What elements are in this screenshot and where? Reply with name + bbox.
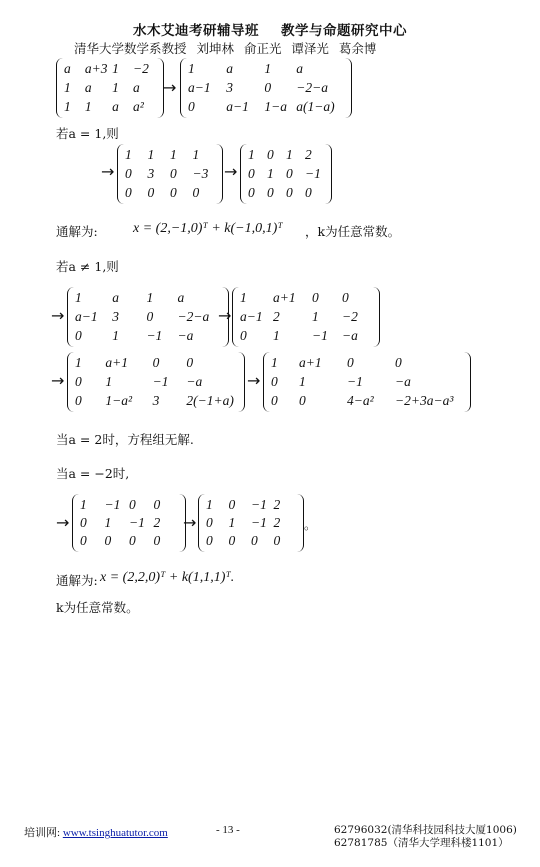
matrix-cell: 0	[152, 355, 160, 371]
matrix-cell: 3	[112, 308, 120, 324]
matrix-cell: 0	[347, 355, 354, 371]
matrix-cell: a	[112, 98, 119, 114]
matrix-cell: 0	[264, 79, 272, 95]
matrix	[117, 144, 223, 204]
matrix-cell: 2	[153, 515, 161, 530]
solution-formula: x = (2,−1,0)ᵀ + k(−1,0,1)ᵀ	[133, 221, 283, 236]
matrix-cell: 2	[273, 308, 280, 324]
matrix-cell: a(1−a)	[296, 98, 335, 114]
solution-label: 通解为:	[56, 573, 98, 588]
matrix-cell: 0	[267, 184, 274, 200]
matrix-cell: 2	[273, 497, 281, 512]
matrix-cell: 0	[395, 355, 402, 371]
matrix-grid	[247, 144, 325, 204]
bracket-right	[238, 352, 245, 412]
arrow-symbol: →	[101, 162, 115, 181]
matrix-grid	[239, 287, 373, 347]
matrix-cell: 1	[192, 147, 200, 163]
matrix-cell: 0	[104, 533, 112, 548]
matrix-grid	[63, 58, 157, 118]
matrix-cell: a	[296, 61, 303, 77]
matrix-cell: a	[177, 290, 185, 306]
matrix-cell: 1	[112, 327, 120, 343]
matrix-cell: −1	[347, 373, 363, 389]
matrix-cell: 1	[264, 61, 272, 77]
matrix-cell: a	[226, 61, 233, 77]
matrix-cell: a	[84, 79, 92, 95]
matrix-cell: 2	[273, 515, 281, 530]
matrix	[263, 352, 471, 412]
matrix-cell: 0	[192, 184, 200, 200]
solution-label: 通解为:	[56, 224, 98, 239]
matrix-cell: 0	[286, 165, 293, 181]
matrix	[67, 287, 232, 347]
matrix-cell: 0	[273, 533, 281, 548]
header-org: 水木艾迪考研辅导班	[133, 23, 259, 39]
matrix-cell: 3	[147, 165, 155, 181]
arrow-symbol: →	[163, 78, 177, 97]
matrix-cell: −2−a	[296, 79, 328, 95]
matrix-cell: 1	[112, 79, 119, 95]
matrix	[232, 287, 380, 347]
matrix-cell: 0	[251, 533, 258, 548]
matrix-grid	[74, 352, 238, 412]
matrix	[56, 58, 164, 118]
solution-formula: x = (2,2,0)ᵀ + k(1,1,1)ᵀ.	[100, 570, 235, 585]
arrow-symbol: →	[247, 371, 261, 390]
arrow-symbol: →	[183, 513, 197, 532]
arrow-symbol: →	[224, 162, 238, 181]
matrix-cell: 0	[299, 392, 306, 408]
matrix-cell: a	[132, 79, 140, 95]
arrow-symbol: →	[51, 306, 65, 325]
matrix-cell: 2	[305, 147, 312, 163]
matrix-cell: 0	[206, 533, 213, 548]
matrix-cell: −2−a	[177, 308, 210, 324]
matrix-cell: −1	[312, 327, 328, 343]
matrix-grid	[187, 58, 345, 118]
matrix-cell: 0	[80, 533, 87, 548]
matrix-cell: 0	[75, 392, 82, 408]
matrix-cell: −1	[251, 515, 267, 530]
matrix-cell: a−1	[188, 79, 211, 95]
matrix-cell: 1	[105, 373, 113, 389]
matrix-cell: 1	[299, 373, 306, 389]
solution-note: k为任意常数。	[56, 600, 139, 615]
matrix-cell: a−1	[226, 98, 249, 114]
bracket-left	[240, 144, 247, 204]
matrix-cell: 4−a²	[347, 392, 374, 408]
matrix-cell: 0	[240, 327, 247, 343]
case-a-not-1: 若a ≠ 1,则	[56, 259, 119, 274]
arrow-symbol: →	[51, 371, 65, 390]
bracket-left	[56, 58, 63, 118]
header-center: 教学与命题研究中心	[281, 23, 407, 39]
matrix-cell: 0	[248, 184, 255, 200]
matrix-cell: 0	[312, 290, 319, 306]
matrix-cell: 0	[125, 184, 132, 200]
bracket-left	[263, 352, 270, 412]
bracket-right	[464, 352, 471, 412]
bracket-left	[67, 352, 74, 412]
matrix-cell: 1	[104, 515, 112, 530]
matrix-cell: 1	[147, 147, 155, 163]
matrix-cell: 0	[271, 373, 278, 389]
matrix-cell: 1	[64, 79, 71, 95]
matrix-grid	[124, 144, 216, 204]
matrix-cell: a²	[132, 98, 144, 114]
matrix-cell: 1	[273, 327, 280, 343]
matrix-cell: 0	[170, 165, 177, 181]
matrix-cell: −2+3a−a³	[395, 392, 454, 408]
matrix-cell: −a	[395, 373, 411, 389]
matrix-cell: 1	[80, 497, 87, 512]
arrow-symbol: →	[56, 513, 70, 532]
matrix-cell: a	[64, 61, 71, 77]
matrix-cell: 1	[188, 61, 195, 77]
matrix-cell: 0	[75, 327, 82, 343]
matrix	[198, 494, 304, 552]
matrix-cell: −a	[177, 327, 194, 343]
matrix-cell: 1	[75, 355, 82, 371]
matrix-cell: 0	[186, 355, 194, 371]
case-a-equals-2: 当a = 2时，方程组无解.	[56, 432, 194, 447]
matrix-cell: 1	[312, 308, 319, 324]
matrix-cell: −2	[132, 61, 149, 77]
matrix-cell: −3	[192, 165, 209, 181]
matrix-cell: 0	[129, 497, 136, 512]
matrix-cell: a+1	[299, 355, 322, 371]
matrix-cell: 1	[286, 147, 293, 163]
matrix-cell: 1	[64, 98, 71, 114]
matrix-cell: 0	[248, 165, 255, 181]
matrix-cell: 0	[305, 184, 312, 200]
matrix-cell: 0	[286, 184, 293, 200]
matrix-cell: −1	[251, 497, 267, 512]
matrix-cell: 0	[129, 533, 136, 548]
matrix-cell: 3	[226, 79, 233, 95]
matrix-cell: a+1	[105, 355, 128, 371]
matrix-cell: −a	[342, 327, 358, 343]
matrix-cell: a−1	[75, 308, 98, 324]
matrix-cell: 1	[125, 147, 132, 163]
page-header	[0, 19, 540, 39]
matrix	[72, 494, 186, 552]
matrix-cell: 0	[80, 515, 87, 530]
matrix-cell: 1	[228, 515, 236, 530]
matrix-cell: 1	[267, 165, 274, 181]
matrix-cell: −1	[129, 515, 145, 530]
author-line: 清华大学数学系教授 刘坤林 俞正光 谭泽光 葛余博	[74, 41, 377, 56]
bracket-left	[67, 287, 74, 347]
sentence-period: 。	[304, 517, 317, 532]
matrix-cell: 1	[240, 290, 247, 306]
matrix-grid	[270, 352, 464, 412]
matrix-cell: 0	[125, 165, 132, 181]
footer-page-number: - 13 -	[216, 824, 240, 836]
matrix-grid	[79, 494, 179, 552]
matrix-cell: 1	[84, 98, 92, 114]
footer-contacts	[334, 824, 517, 850]
bracket-right	[216, 144, 223, 204]
matrix-cell: 1	[75, 290, 82, 306]
footer-phone-1: 62796032(清华科技园科技大厦1006)	[334, 824, 517, 836]
matrix-cell: a−1	[240, 308, 263, 324]
matrix-grid	[74, 287, 222, 347]
matrix-cell: 0	[146, 308, 154, 324]
matrix-cell: −2	[342, 308, 358, 324]
case-a-equals-minus-2: 当a = −2时,	[56, 466, 130, 481]
matrix-cell: 1	[170, 147, 177, 163]
matrix-cell: 3	[152, 392, 160, 408]
matrix-grid	[205, 494, 297, 552]
solution-note: ，k为任意常数。	[305, 224, 401, 239]
matrix-cell: 0	[188, 98, 195, 114]
bracket-right	[325, 144, 332, 204]
bracket-left	[180, 58, 187, 118]
case-a-equals-1: 若a = 1,则	[56, 126, 119, 141]
matrix-cell: a+3	[84, 61, 108, 77]
bracket-left	[232, 287, 239, 347]
bracket-right	[297, 494, 304, 552]
matrix-cell: 0	[153, 533, 161, 548]
matrix-cell: −1	[146, 327, 163, 343]
arrow-symbol: →	[218, 306, 232, 325]
matrix-cell: 1	[248, 147, 255, 163]
matrix-cell: 0	[228, 533, 236, 548]
footer-site-link[interactable]: www.tsinghuatutor.com	[62, 827, 168, 839]
bracket-right	[345, 58, 352, 118]
matrix-cell: −1	[305, 165, 321, 181]
matrix-cell: 1	[112, 61, 119, 77]
matrix-cell: 0	[170, 184, 177, 200]
matrix-cell: 1−a²	[105, 392, 133, 408]
matrix-cell: −1	[104, 497, 121, 512]
matrix-cell: 0	[147, 184, 155, 200]
footer-site	[24, 824, 168, 840]
matrix-cell: 1	[271, 355, 278, 371]
matrix-cell: 1	[146, 290, 154, 306]
bracket-left	[117, 144, 124, 204]
matrix-cell: 2(−1+a)	[186, 392, 234, 408]
matrix	[180, 58, 352, 118]
matrix-cell: 0	[267, 147, 274, 163]
footer-phone-2: 62781785（清华大学理科楼1101）	[334, 837, 509, 849]
matrix-cell: 0	[228, 497, 236, 512]
bracket-left	[72, 494, 79, 552]
matrix-cell: 0	[75, 373, 82, 389]
matrix-cell: 0	[271, 392, 278, 408]
bracket-left	[198, 494, 205, 552]
matrix-cell: −a	[186, 373, 203, 389]
matrix-cell: 1−a	[264, 98, 288, 114]
matrix-cell: 0	[153, 497, 161, 512]
matrix-cell: a	[112, 290, 120, 306]
matrix-cell: a+1	[273, 290, 296, 306]
matrix	[240, 144, 332, 204]
matrix-cell: 0	[342, 290, 349, 306]
matrix	[67, 352, 245, 412]
matrix-cell: 0	[206, 515, 213, 530]
bracket-right	[373, 287, 380, 347]
matrix-cell: 1	[206, 497, 213, 512]
footer-site-label: 培训网:	[24, 827, 61, 839]
matrix-cell: −1	[152, 373, 169, 389]
